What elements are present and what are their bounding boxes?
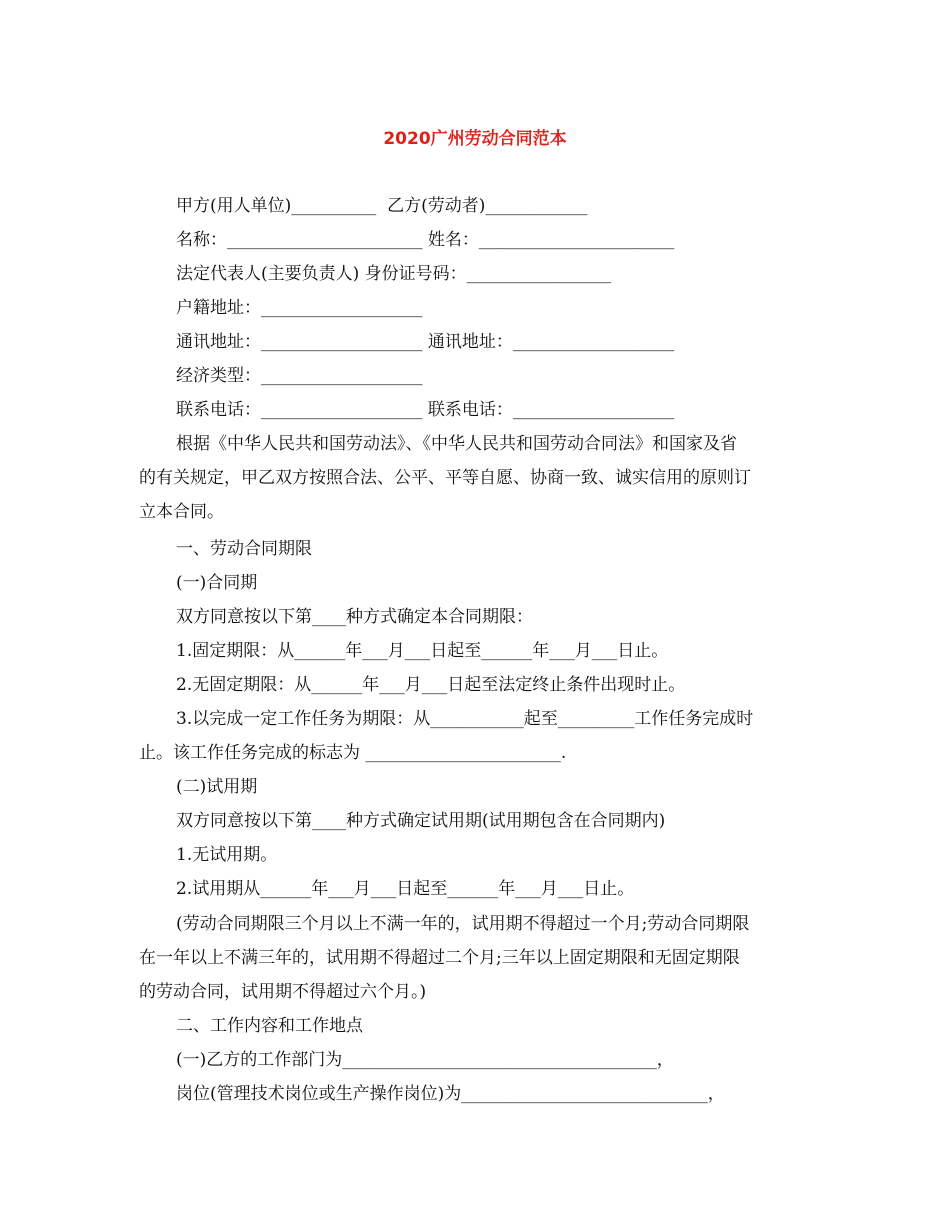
task-term-line: 3.以完成一定工作任务为期限：从___________起至_________工作任务完成时 [176, 709, 754, 729]
party-header-line: 甲方(用人单位)__________ 乙方(劳动者)____________ [176, 196, 588, 216]
fixed-term-line: 1.固定期限：从______年___月___日起至______年___月___日止。 [176, 641, 669, 661]
work-department-line: (一)乙方的工作部门为_____________________________________， [176, 1050, 674, 1070]
no-probation-line: 1.无试用期。 [176, 845, 278, 865]
preamble-line-1: 根据《中华人民共和国劳动法》、《中华人民共和国劳动合同法》和国家及省 [176, 434, 737, 454]
document-title: 2020广州劳动合同范本 [383, 129, 567, 149]
task-term-line-2: 止。该工作任务完成的标志为 _______________________. [139, 743, 567, 763]
household-address-line: 户籍地址：___________________ [176, 298, 423, 318]
subsection-probation: (二)试用期 [176, 777, 258, 797]
section-2-heading: 二、工作内容和工作地点 [176, 1016, 363, 1036]
preamble-line-2: 的有关规定，甲乙双方按照合法、公平、平等自愿、协商一致、诚实信用的原则订 [139, 468, 751, 488]
probation-note-line-1: (劳动合同期限三个月以上不满一年的，试用期不得超过一个月;劳动合同期限 [176, 914, 750, 934]
legal-rep-line: 法定代表人(主要负责人) 身份证号码：_________________ [176, 264, 612, 284]
probation-note-line-3: 的劳动合同，试用期不得超过六个月。) [139, 982, 427, 1002]
section-1-heading: 一、劳动合同期限 [176, 539, 312, 559]
probation-method-line: 双方同意按以下第____种方式确定试用期(试用期包含在合同期内) [176, 811, 666, 831]
mailing-address-line: 通讯地址：___________________ 通讯地址：___________________ [176, 332, 675, 352]
economic-type-line: 经济类型：___________________ [176, 366, 423, 386]
contract-method-line: 双方同意按以下第____种方式确定本合同期限： [176, 607, 533, 627]
work-position-line: 岗位(管理技术岗位或生产操作岗位)为_____________________________， [176, 1084, 725, 1104]
probation-period-line: 2.试用期从______年___月___日起至______年___月___日止。 [176, 879, 635, 899]
probation-note-line-2: 在一年以上不满三年的，试用期不得超过二个月;三年以上固定期限和无固定期限 [139, 948, 740, 968]
open-term-line: 2.无固定期限：从______年___月___日起至法定终止条件出现时止。 [176, 675, 686, 695]
name-line: 名称：_______________________ 姓名：_______________________ [176, 230, 675, 250]
phone-line: 联系电话：___________________ 联系电话：___________________ [176, 400, 675, 420]
subsection-contract-period: (一)合同期 [176, 573, 258, 593]
preamble-line-3: 立本合同。 [139, 502, 224, 522]
